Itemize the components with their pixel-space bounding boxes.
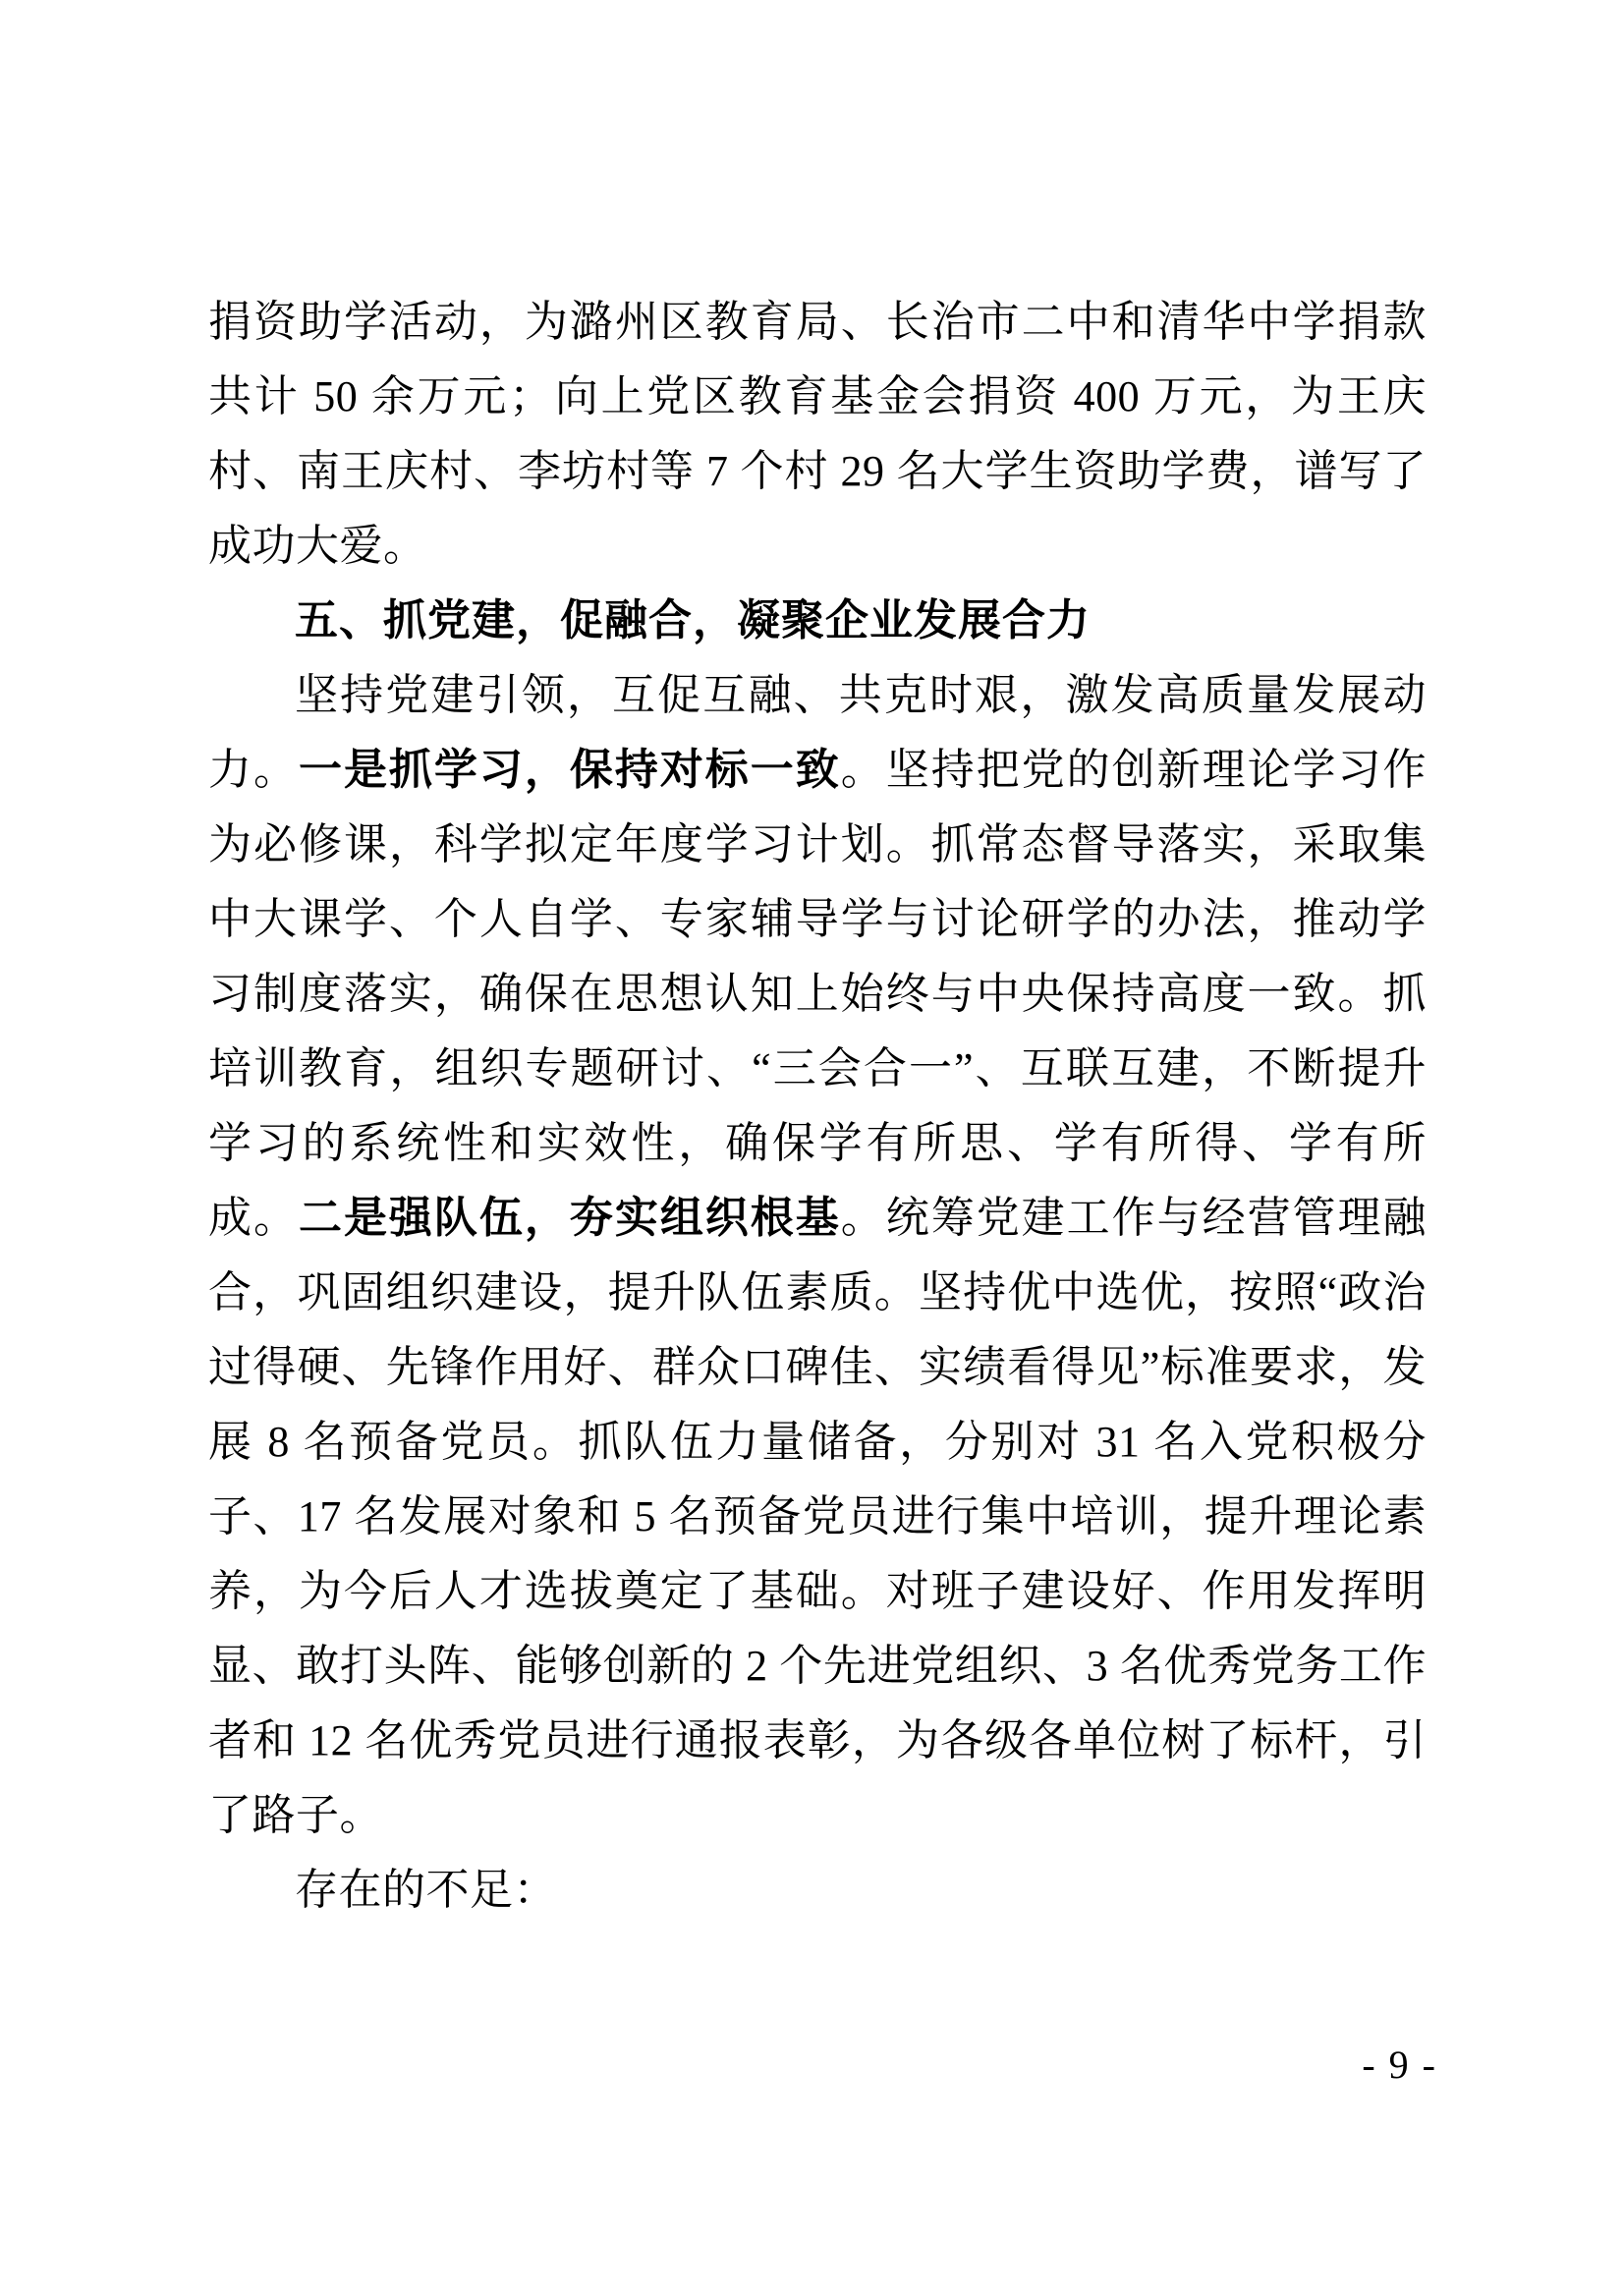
- page-number: - 9 -: [1362, 2043, 1437, 2087]
- paragraph-donation: 捐资助学活动，为潞州区教育局、长治市二中和清华中学捐款共计 50 余万元；向上党区教育基金会捐资 400 万元，为王庆村、南王庆村、李坊村等 7 个村 29 名大学生资助学费，谱写了成功大爱。: [208, 298, 1427, 570]
- paragraph-shortcomings: 存在的不足：: [295, 1866, 557, 1914]
- body-run: 。统筹党建工作与经营管理融合，巩固组织建设，提升队伍素质。坚持优中选优，按照“政治过得硬、先锋作用好、群众口碑佳、实绩看得见”标准要求，发展 8 名预备党员。抓队伍力量储备，分别对 31 名入党积极分子、17 名发展对象和 5 名预备党员进行集中培训，提升理论素养，为今后人才选拔奠定了基础。对班子建设好、作用发挥明显、敢打头阵、能够创新的 2 个先进党组织、3 名优秀党务工作者和 12 名优秀党员进行通报表彰，为各级各单位树了标杆，引了路子。: [208, 1194, 1428, 1839]
- body-run: 。坚持把党的创新理论学习作为必修课，科学拟定年度学习计划。抓常态督导落实，采取集中大课学、个人自学、专家辅导学与讨论研学的办法，推动学习制度落实，确保在思想认知上始终与中央保持高度一致。抓培训教育，组织专题研讨、“三会合一”、互联互建，不断提升学习的系统性和实效性，确保学有所思、学有所得、学有所成。: [208, 746, 1428, 1242]
- section-heading-five: 五、抓党建，促融合，凝聚企业发展合力: [295, 595, 1091, 645]
- inline-subheading: 二是强队伍，夯实组织根基: [298, 1193, 841, 1243]
- body-run: 坚持党建引领，互促互融、共克时艰，激发高质量发展动力。: [208, 671, 1427, 794]
- paragraph-party-building: [208, 658, 1427, 1853]
- page-content: [208, 285, 1427, 1928]
- inline-subheading: 一是抓学习，保持对标一致: [298, 745, 841, 795]
